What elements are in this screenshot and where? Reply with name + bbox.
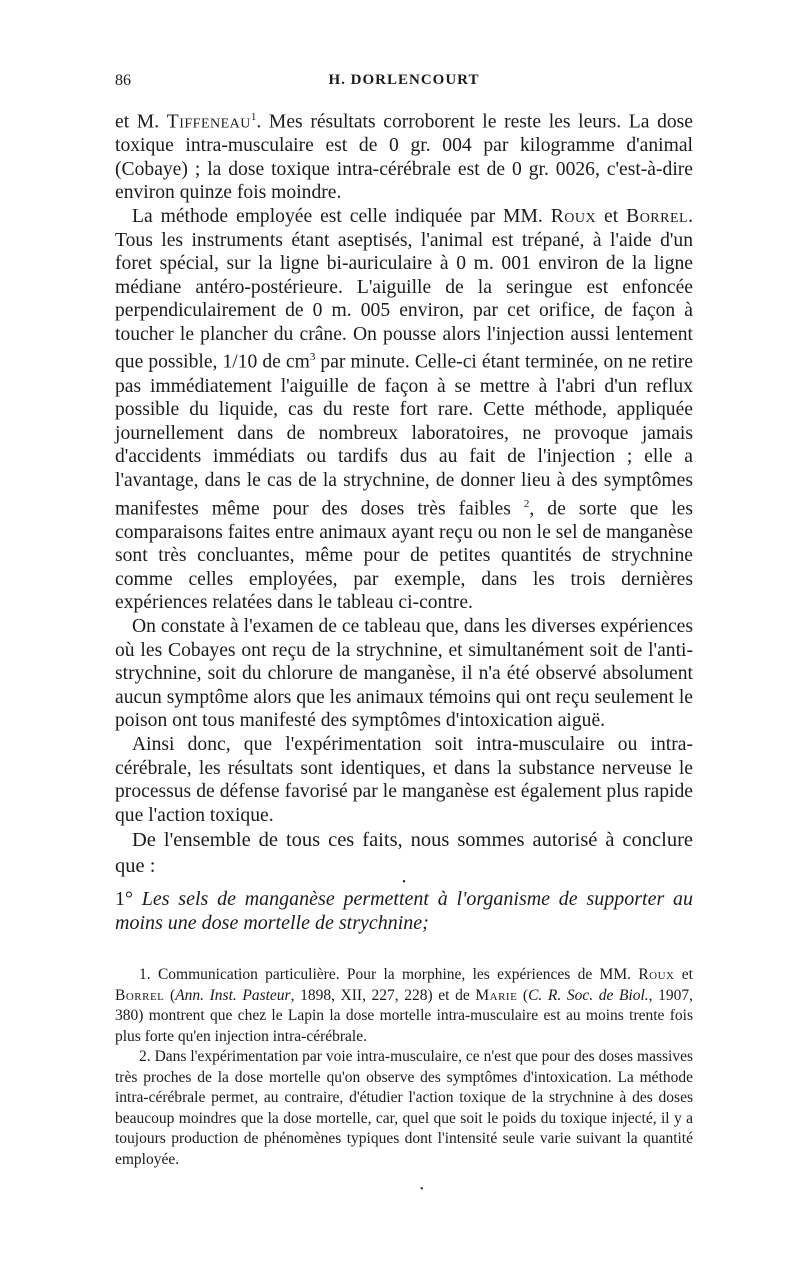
footnote-ref-2: 2 — [523, 497, 530, 510]
journal-title: Ann. Inst. Pasteur — [175, 986, 291, 1004]
paragraph-1 — [115, 106, 693, 205]
bottom-mark: • — [420, 1184, 424, 1195]
text-run: 1. Communication particulière. Pour la morphine, les expériences de MM. — [139, 966, 639, 983]
center-mark: • — [402, 877, 406, 889]
author-name: Borrel — [626, 205, 689, 227]
author-name: Tiffeneau — [166, 111, 251, 133]
running-head: H. DORLENCOURT — [328, 72, 480, 88]
conclusion-1 — [115, 887, 693, 935]
text-run: , 1907, 380) montrent que chez le Lapin la dose mortelle intra-musculaire est au moins trente fois plus forte qu'en injection intra-cérébrale. — [115, 986, 694, 1045]
paragraph-2 — [115, 205, 693, 615]
text-run: par minute. Celle-ci étant terminée, on ne retire pas immédiatement l'aiguille de façon à se mettre à l'abri d'un reflux possible du liquide, cas du reste fort rare. Cette méthode, appliquée journellement dans de nombreux laboratoires, ne provoque jamais d'accidents immédiats ou tardifs dus au fait de l'injection ; elle a l'avantage, dans le cas de la strychnine, de donner lieu à des symptômes manifestes même pour des doses très faibles — [115, 352, 693, 520]
footnote-ref-1: 1 — [250, 111, 257, 123]
text-run: ( — [164, 986, 176, 1004]
text-run: . Mes résultats corroborent le reste les leurs. La dose toxique intra-musculaire est de 0 gr. 004 par kilogramme d'animal (Cobaye) ; la dose toxique intra-cérébrale est de 0 gr. 0026, c'est-à-dire environ quinze fois moindre. — [115, 111, 693, 204]
paragraph-3: On constate à l'examen de ce tableau que, dans les diverses expériences où les Cobayes ont reçu de la strychnine, et simultanément soit de l'anti-strychnine, soit du chlorure de manganèse, il n'a été observé absolument aucun symptôme alors que les animaux témoins qui ont reçu seulement le poison ont tous manifesté des symptômes d'intoxication aiguë. — [115, 616, 693, 732]
cm-exponent: 3 — [309, 351, 316, 364]
text-run: et — [674, 966, 693, 983]
author-name: Roux — [550, 205, 597, 227]
paragraph-5: De l'ensemble de tous ces faits, nous sommes autorisé à conclure que : — [115, 829, 693, 878]
footnote-1 — [115, 965, 693, 1047]
main-text — [115, 106, 693, 935]
conclusion-number: 1° — [115, 888, 142, 911]
text-run: , de sorte que les comparaisons faites entre animaux ayant reçu ou non le sel de manganèse sont très concluantes, même pour de petites quantités de strychnine comme celles employées, par exemple, dans les trois dernières expériences relatées dans le tableau ci-contre. — [115, 498, 693, 614]
page-header — [115, 72, 693, 96]
conclusion-text: Les sels de manganèse permettent à l'organisme de supporter au moins une dose mortelle de strychnine; — [115, 888, 693, 935]
footnote-2: 2. Dans l'expérimentation par voie intra-musculaire, ce n'est que pour des doses massives très proches de la dose mortelle qu'on observe des symptômes d'intoxication. La méthode intra-cérébrale permet, au contraire, d'étudier l'action toxique de la strychnine à des doses beaucoup moindres que la dose mortelle, car, quel que soit le poids du toxique injecté, il y a toujours production de phénomènes typiques dont l'intensité seule varie suivant la quantité employée. — [115, 1048, 693, 1168]
footnotes — [115, 965, 693, 1170]
text-run: et — [596, 205, 627, 227]
journal-title: C. R. Soc. de Biol. — [528, 986, 649, 1004]
page-number: 86 — [115, 72, 131, 89]
paragraph-4: Ainsi donc, que l'expérimentation soit intra-musculaire ou intra-cérébrale, les résultats sont identiques, et dans la substance nerveuse le processus de défense favorisé par le manganèse est également plus rapide que l'action toxique. — [115, 734, 693, 826]
text-run: ( — [517, 986, 529, 1004]
text-run: et M. — [115, 111, 167, 133]
author-name: Marie — [475, 986, 518, 1004]
text-run: . Tous les instruments étant aseptisés, l'animal est trépané, à l'aide d'un foret spécial, sur la ligne bi-auriculaire à 0 m. 001 environ de la ligne médiane antéro-postérieure. L'aiguille de la seringue est enfoncée perpendiculairement de 0 m. 005 environ, par cet orifice, de façon à toucher le plancher du crâne. On pousse alors l'injection aussi lentement que possible, 1/10 de cm — [115, 205, 693, 373]
text-run: La méthode employée est celle indiquée par MM. — [132, 205, 551, 227]
author-name: Roux — [638, 966, 675, 983]
text-run: , 1898, XII, 227, 228) et de — [290, 986, 476, 1004]
author-name: Borrel — [115, 986, 165, 1004]
